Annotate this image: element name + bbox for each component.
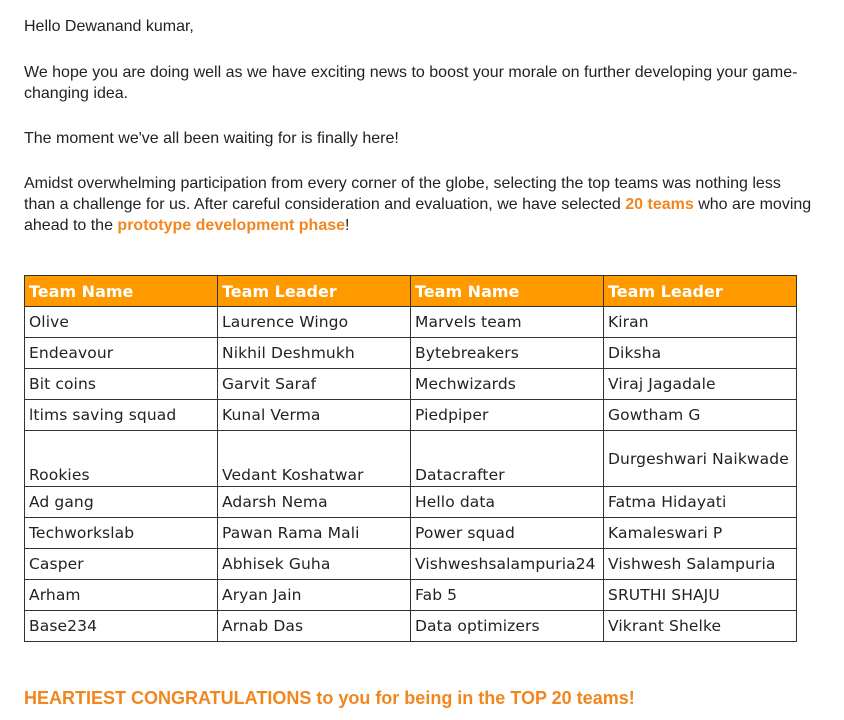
header-team-leader-1: Team Leader <box>218 276 411 307</box>
team-leader-cell: Fatma Hidayati <box>604 487 797 518</box>
team-leader-cell: Kunal Verma <box>218 400 411 431</box>
header-team-leader-2: Team Leader <box>604 276 797 307</box>
team-name-cell: Base234 <box>25 611 218 642</box>
table-row <box>25 518 797 549</box>
greeting: Hello Dewanand kumar, <box>24 18 194 35</box>
selection-paragraph <box>24 173 814 236</box>
header-team-name-2: Team Name <box>411 276 604 307</box>
team-name-cell: Arham <box>25 580 218 611</box>
team-name-cell: Endeavour <box>25 338 218 369</box>
table-row <box>25 338 797 369</box>
team-leader-cell: Adarsh Nema <box>218 487 411 518</box>
team-leader-cell: Aryan Jain <box>218 580 411 611</box>
table-header-row <box>25 276 797 307</box>
table-row <box>25 580 797 611</box>
table-row <box>25 307 797 338</box>
table-row <box>25 431 797 487</box>
team-leader-cell: Pawan Rama Mali <box>218 518 411 549</box>
team-name-cell: Rookies <box>25 431 218 487</box>
moment-paragraph: The moment we've all been waiting for is finally here! <box>24 130 399 147</box>
team-name-cell: Marvels team <box>411 307 604 338</box>
team-name-cell: Casper <box>25 549 218 580</box>
table-row <box>25 549 797 580</box>
team-leader-cell: Garvit Saraf <box>218 369 411 400</box>
team-name-cell: Fab 5 <box>411 580 604 611</box>
team-leader-cell: SRUTHI SHAJU <box>604 580 797 611</box>
team-name-cell: Piedpiper <box>411 400 604 431</box>
header-team-name-1: Team Name <box>25 276 218 307</box>
team-name-cell: Hello data <box>411 487 604 518</box>
congratulations-message: HEARTIEST CONGRATULATIONS to you for being in the TOP 20 teams! <box>24 688 635 708</box>
team-name-cell: Bytebreakers <box>411 338 604 369</box>
team-leader-cell: Arnab Das <box>218 611 411 642</box>
team-name-cell: Mechwizards <box>411 369 604 400</box>
team-name-cell: Ad gang <box>25 487 218 518</box>
team-leader-cell: Gowtham G <box>604 400 797 431</box>
team-name-cell: ltims saving squad <box>25 400 218 431</box>
team-name-cell: Data optimizers <box>411 611 604 642</box>
team-leader-cell: Diksha <box>604 338 797 369</box>
highlight-phase: prototype development phase <box>117 217 346 234</box>
team-name-cell: Vishweshsalampuria24 <box>411 549 604 580</box>
team-leader-cell: Kiran <box>604 307 797 338</box>
table-row <box>25 369 797 400</box>
team-name-cell: Power squad <box>411 518 604 549</box>
team-leader-cell: Abhisek Guha <box>218 549 411 580</box>
team-leader-cell: Kamaleswari P <box>604 518 797 549</box>
team-leader-cell: Viraj Jagadale <box>604 369 797 400</box>
selection-text-end: ! <box>345 217 350 234</box>
team-name-cell: Bit coins <box>25 369 218 400</box>
selection-text-middle: who are moving ahead to the <box>24 196 812 234</box>
team-name-cell: Datacrafter <box>411 431 604 487</box>
table-row <box>25 611 797 642</box>
news-paragraph: We hope you are doing well as we have exciting news to boost your morale on further developing your game-changing idea. <box>24 64 798 102</box>
team-leader-cell: Vishwesh Salampuria <box>604 549 797 580</box>
team-leader-cell: Laurence Wingo <box>218 307 411 338</box>
highlight-teams-count: 20 teams <box>625 196 694 213</box>
selection-text-start: Amidst overwhelming participation from every corner of the globe, selecting the top teams was nothing less than a challenge for us. After careful consideration and evaluation, we have selected <box>24 175 781 213</box>
table-row <box>25 487 797 518</box>
team-leader-cell: Durgeshwari Naikwade <box>604 431 797 487</box>
table-row <box>25 400 797 431</box>
team-name-cell: Techworkslab <box>25 518 218 549</box>
team-leader-cell: Vedant Koshatwar <box>218 431 411 487</box>
team-leader-cell: Vikrant Shelke <box>604 611 797 642</box>
team-name-cell: Olive <box>25 307 218 338</box>
teams-table <box>24 275 797 642</box>
team-leader-cell: Nikhil Deshmukh <box>218 338 411 369</box>
